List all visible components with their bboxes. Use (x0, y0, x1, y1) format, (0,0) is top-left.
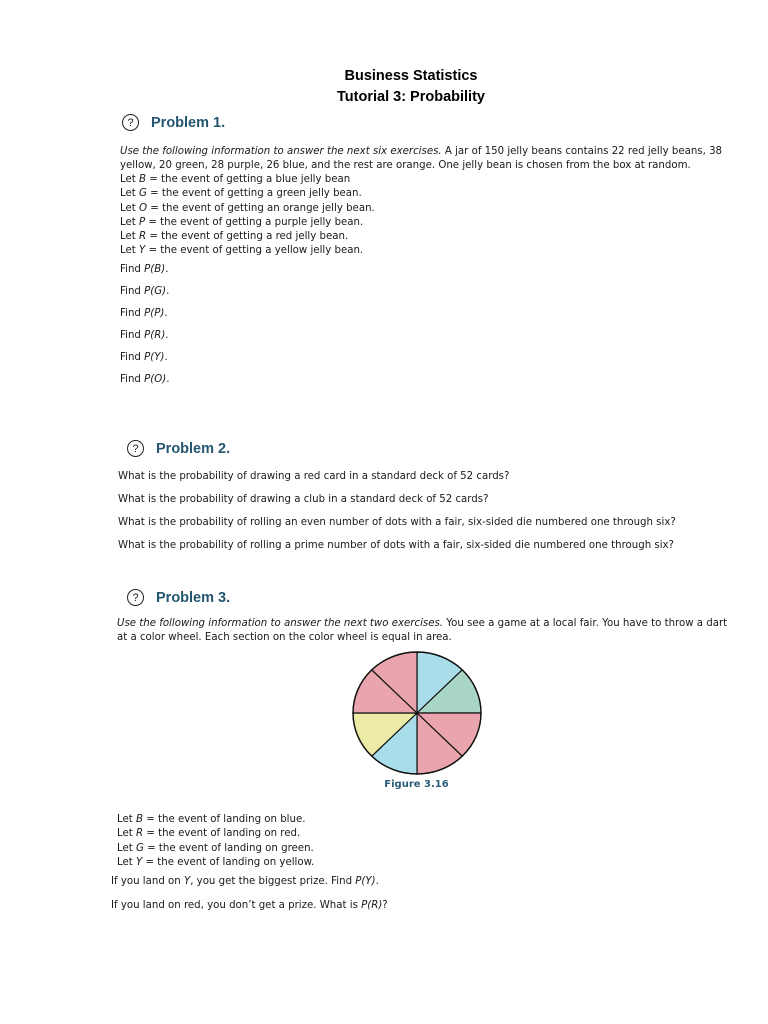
q-expr: P(Y) (144, 352, 165, 363)
q-pre: Find (120, 308, 145, 319)
intro-italic: Use the following information to answer the next two exercises. (117, 618, 444, 629)
def-pre: Let (117, 814, 136, 825)
def-post: = the event of getting a red jelly bean. (146, 231, 349, 243)
q-expr: P(P) (144, 308, 165, 319)
problem-1-definitions (120, 173, 375, 259)
def-post: = the event of getting an orange jelly bean. (147, 202, 375, 214)
figure-caption: Figure 3.16 (384, 779, 449, 790)
q-post: . (166, 286, 170, 297)
definition-line (120, 173, 375, 187)
problem-3-definitions (117, 813, 314, 870)
q-var: Y (183, 876, 191, 887)
problem-1-label: Problem 1. (151, 114, 226, 131)
q-post: . (165, 330, 169, 341)
problem-3-question-1 (111, 876, 379, 887)
problem-2-question-3: What is the probability of rolling an even number of dots with a fair, six-sided die numbered one through six? (118, 517, 676, 528)
q-mid: , you get the biggest prize. Find (190, 876, 356, 887)
q-expr: P(O) (144, 374, 167, 385)
def-var: G (139, 188, 147, 200)
def-var: B (139, 174, 146, 185)
find-question (120, 308, 168, 319)
intro-line-2: at a color wheel. Each section on the color wheel is equal in area. (117, 632, 452, 644)
def-post: = the event of landing on green. (143, 842, 314, 854)
q-expr: P(B) (144, 264, 166, 275)
def-pre: Let (120, 231, 139, 243)
question-circle-icon: ? (122, 114, 139, 131)
def-var: Y (139, 245, 146, 257)
course-title: Business Statistics (344, 68, 478, 84)
q-pre: Find (120, 330, 145, 341)
def-var: R (136, 828, 144, 840)
definition-line (117, 856, 314, 870)
intro-line-2: yellow, 20 green, 28 purple, 26 blue, and the rest are orange. One jelly bean is chosen from the box at random. (120, 160, 691, 172)
find-question (120, 352, 168, 363)
definition-line (120, 230, 375, 244)
problem-2-question-1: What is the probability of drawing a red card in a standard deck of 52 cards? (118, 471, 510, 482)
def-var: Y (136, 856, 143, 868)
def-pre: Let (117, 828, 136, 840)
q-post: . (166, 374, 170, 385)
intro-rest: You see a game at a local fair. You have to throw a dart (443, 618, 728, 629)
find-question (120, 330, 169, 341)
definition-line (120, 187, 375, 201)
definition-line (117, 842, 314, 856)
q-post: . (164, 352, 168, 363)
def-post: = the event of getting a purple jelly bean. (145, 216, 364, 228)
color-wheel-figure (349, 648, 485, 778)
q-post: ? (382, 900, 388, 911)
definition-line (117, 813, 314, 827)
definition-line (120, 216, 375, 230)
q-expr: P(R) (361, 900, 383, 911)
problem-2-question-4: What is the probability of rolling a prime number of dots with a fair, six-sided die numbered one through six? (118, 540, 674, 551)
q-expr: P(R) (144, 330, 166, 341)
def-var: G (136, 842, 144, 854)
def-pre: Let (120, 202, 139, 214)
q-pre: Find (120, 374, 145, 385)
problem-3-label: Problem 3. (156, 589, 231, 606)
q-post: . (164, 308, 168, 319)
def-pre: Let (117, 842, 136, 854)
def-post: = the event of getting a yellow jelly bean. (145, 245, 364, 257)
find-question (120, 374, 170, 385)
problem-3-question-2 (111, 900, 388, 911)
definition-line (117, 827, 314, 841)
definition-line (120, 202, 375, 216)
problem-1-intro (120, 145, 722, 173)
intro-rest: A jar of 150 jelly beans contains 22 red jelly beans, 38 (441, 146, 723, 157)
q-pre: Find (120, 352, 145, 363)
q-post: . (375, 876, 379, 887)
def-pre: Let (120, 188, 139, 200)
intro-italic: Use the following information to answer the next six exercises. (120, 146, 442, 157)
def-post: = the event of landing on yellow. (142, 856, 315, 868)
tutorial-title: Tutorial 3: Probability (337, 89, 485, 105)
def-pre: Let (120, 245, 139, 257)
problem-3-intro (117, 617, 727, 645)
problem-1-heading (122, 114, 225, 131)
def-var: B (136, 814, 143, 825)
q-expr: P(G) (144, 286, 167, 297)
question-circle-icon: ? (127, 589, 144, 606)
find-question (120, 264, 168, 275)
def-pre: Let (120, 216, 139, 228)
q-pre: Find (120, 286, 145, 297)
def-post: = the event of getting a blue jelly bean (146, 174, 351, 185)
q-pre: If you land on red, you don’t get a prize. What is (111, 900, 362, 911)
problem-3-heading (127, 589, 230, 606)
def-post: = the event of landing on blue. (143, 814, 306, 825)
def-post: = the event of landing on red. (143, 828, 301, 840)
q-expr: P(Y) (355, 876, 376, 887)
problem-2-label: Problem 2. (156, 440, 231, 457)
definition-line (120, 244, 375, 258)
def-var: R (139, 231, 147, 243)
problem-2-question-2: What is the probability of drawing a club in a standard deck of 52 cards? (118, 494, 489, 505)
problem-2-heading (127, 440, 230, 457)
def-var: P (139, 216, 146, 228)
def-pre: Let (120, 174, 139, 185)
q-pre: If you land on (111, 876, 184, 887)
def-post: = the event of getting a green jelly bean. (146, 188, 362, 200)
question-circle-icon: ? (127, 440, 144, 457)
def-var: O (139, 202, 148, 214)
def-pre: Let (117, 856, 136, 868)
find-question (120, 286, 169, 297)
q-post: . (165, 264, 169, 275)
q-pre: Find (120, 264, 145, 275)
